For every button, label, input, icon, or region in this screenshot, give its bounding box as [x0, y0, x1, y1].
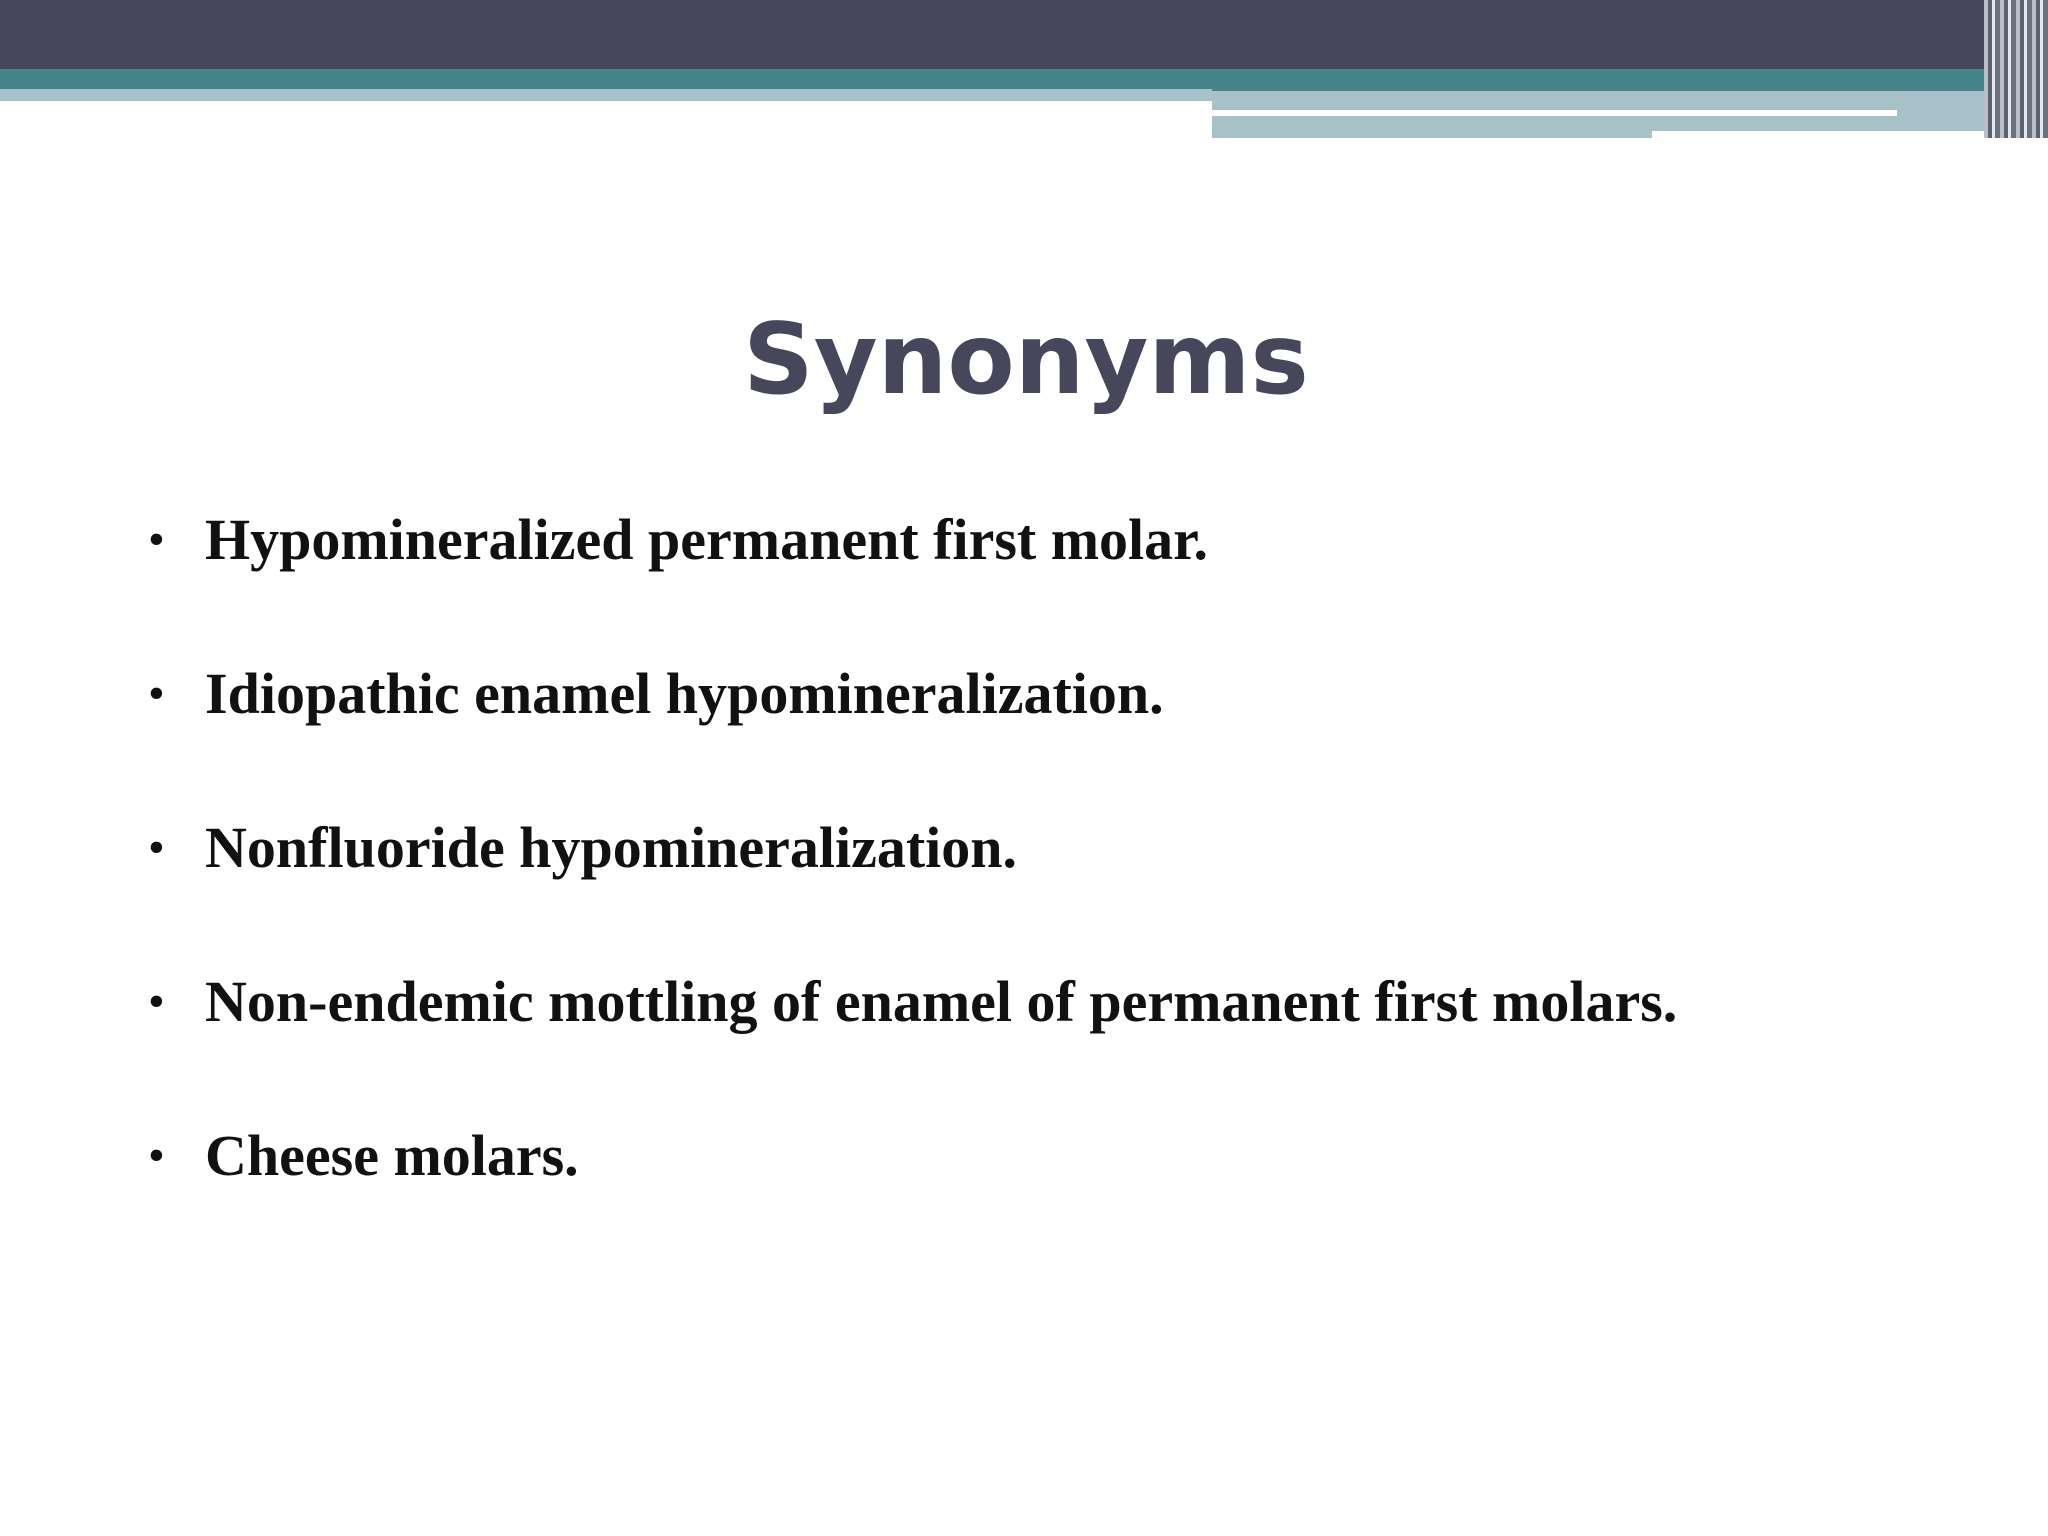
- bullet-text: Hypomineralized permanent first molar.: [205, 507, 1209, 572]
- header-dark-band: [0, 0, 2048, 69]
- bullet-text: Nonfluoride hypomineralization.: [205, 815, 1018, 880]
- bullet-item: [148, 967, 1908, 1037]
- header-white-line: [1212, 110, 1897, 116]
- header-teal-band: [0, 69, 2048, 91]
- bullet-dot: •: [148, 667, 165, 720]
- bullet-list: [148, 505, 1908, 1275]
- bullet-item: [148, 813, 1908, 883]
- header-light-band-left: [0, 89, 1212, 101]
- bullet-dot: •: [148, 513, 165, 566]
- bullet-item: [148, 659, 1908, 729]
- slide-title-text: Synonyms: [743, 303, 1309, 417]
- bullet-item: [148, 505, 1908, 575]
- bullet-dot: •: [148, 975, 165, 1028]
- bullet-item: [148, 1121, 1908, 1191]
- header-stripes: [1984, 0, 2048, 138]
- slide-title: [0, 300, 2048, 420]
- bullet-text: Non-endemic mottling of enamel of permanent first molars.: [205, 969, 1678, 1034]
- bullet-dot: •: [148, 821, 165, 874]
- bullet-dot: •: [148, 1129, 165, 1182]
- bullet-text: Cheese molars.: [205, 1123, 579, 1188]
- bullet-text: Idiopathic enamel hypomineralization.: [205, 661, 1164, 726]
